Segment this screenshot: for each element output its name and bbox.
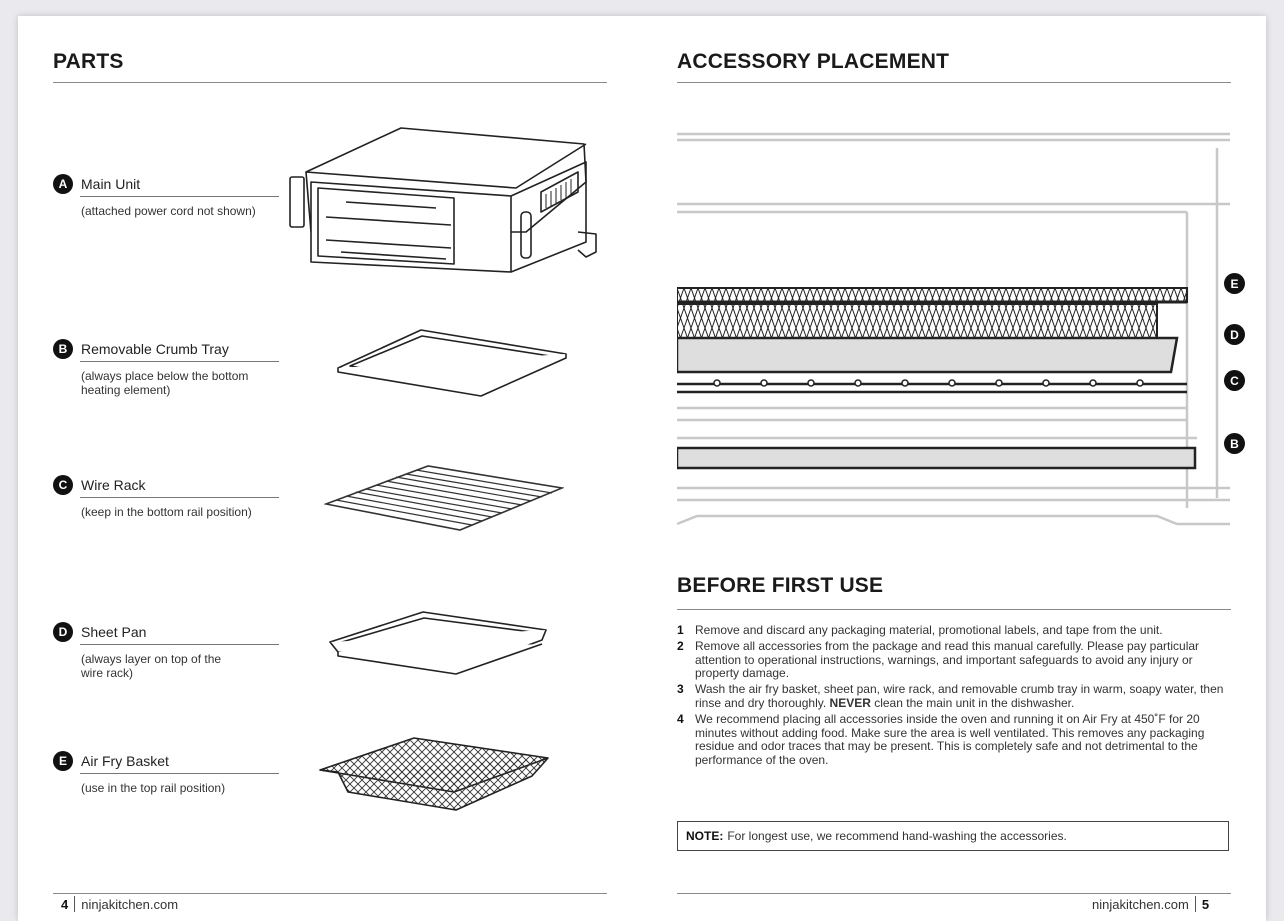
air-fry-basket-illustration — [318, 736, 552, 812]
heading-rule — [677, 82, 1231, 83]
left-page — [18, 16, 642, 921]
step-text-bold: NEVER — [829, 695, 871, 710]
part-name: Removable Crumb Tray — [81, 341, 229, 357]
part-sheet-pan — [53, 622, 293, 680]
part-letter-badge: D — [53, 622, 73, 642]
part-name: Sheet Pan — [81, 624, 147, 640]
footer-separator — [74, 896, 75, 912]
part-note: (attached power cord not shown) — [81, 204, 256, 218]
step-text-before: Wash the air fry basket, sheet pan, wire rack, and removable crumb tray in warm, soapy water, then rinse and dry thoroughly. — [695, 682, 1224, 710]
step-number: 1 — [677, 623, 684, 637]
part-name: Main Unit — [81, 176, 141, 192]
page-number: 4 — [61, 896, 69, 912]
placement-badge-b: B — [1224, 433, 1245, 454]
part-main-unit — [53, 174, 293, 218]
accessory-placement-diagram — [677, 128, 1232, 530]
footer-site: ninjakitchen.com — [81, 896, 179, 912]
manual-spread — [18, 16, 1266, 921]
part-wire-rack — [53, 475, 293, 519]
crumb-tray-illustration — [336, 326, 572, 398]
part-air-fry-basket — [53, 751, 293, 795]
main-unit-illustration — [286, 122, 606, 292]
placement-badge-c: C — [1224, 370, 1245, 391]
step-text-after: clean the main unit in the dishwasher. — [874, 695, 1075, 710]
footer-site: ninjakitchen.com — [1092, 896, 1189, 912]
before-first-use-heading: BEFORE FIRST USE — [677, 574, 884, 597]
part-underline — [80, 497, 279, 498]
note-box — [677, 821, 1229, 851]
right-page — [642, 16, 1266, 921]
part-letter-badge: B — [53, 339, 73, 359]
step-item — [677, 713, 1231, 768]
part-underline — [80, 773, 279, 774]
footer-rule — [53, 893, 607, 894]
step-item — [677, 683, 1231, 711]
sheet-pan-illustration — [328, 610, 550, 676]
part-letter-badge: C — [53, 475, 73, 495]
note-text: For longest use, we recommend hand-washing the accessories. — [727, 829, 1067, 843]
heading-rule — [53, 82, 607, 83]
step-text: We recommend placing all accessories inside the oven and running it on Air Fry at 450˚F for 20 minutes without adding food. Make sure the area is well ventilated. This removes any packaging residue and odor traces that may be present. This is completely safe and not detrimental to the performance of the oven. — [695, 711, 1205, 768]
part-letter-badge: A — [53, 174, 73, 194]
part-note: (use in the top rail position) — [81, 781, 226, 795]
accessory-placement-heading: ACCESSORY PLACEMENT — [677, 50, 950, 73]
left-footer — [61, 896, 178, 912]
part-name: Wire Rack — [81, 477, 146, 493]
part-underline — [80, 644, 279, 645]
placement-badge-e: E — [1224, 273, 1245, 294]
footer-rule — [677, 893, 1231, 894]
first-use-steps — [677, 624, 1231, 770]
parts-heading: PARTS — [53, 50, 124, 73]
step-text: Remove all accessories from the package and read this manual carefully. Please pay particular attention to operational instructions, warnings, and important safeguards to avoid any injury or property damage. — [695, 638, 1200, 681]
right-footer — [1092, 896, 1209, 912]
part-underline — [80, 361, 279, 362]
note-label: NOTE: — [686, 829, 724, 843]
placement-badge-d: D — [1224, 324, 1245, 345]
wire-rack-illustration — [324, 464, 564, 534]
part-note: (always place below the bottom heating element) — [81, 369, 249, 397]
footer-separator — [1195, 896, 1196, 912]
step-number: 4 — [677, 711, 684, 726]
part-underline — [80, 196, 279, 197]
part-letter-badge: E — [53, 751, 73, 771]
heading-rule — [677, 609, 1231, 610]
step-number: 2 — [677, 638, 684, 653]
part-name: Air Fry Basket — [81, 753, 169, 769]
part-note: (keep in the bottom rail position) — [81, 505, 252, 519]
step-item — [677, 624, 1231, 638]
step-number: 3 — [677, 682, 684, 697]
part-note: (always layer on top of the wire rack) — [81, 652, 222, 680]
page-number: 5 — [1201, 896, 1210, 912]
step-text: Remove and discard any packaging material, promotional labels, and tape from the unit. — [695, 623, 1163, 637]
part-crumb-tray — [53, 339, 293, 397]
step-item — [677, 640, 1231, 681]
step-text — [695, 683, 1231, 711]
